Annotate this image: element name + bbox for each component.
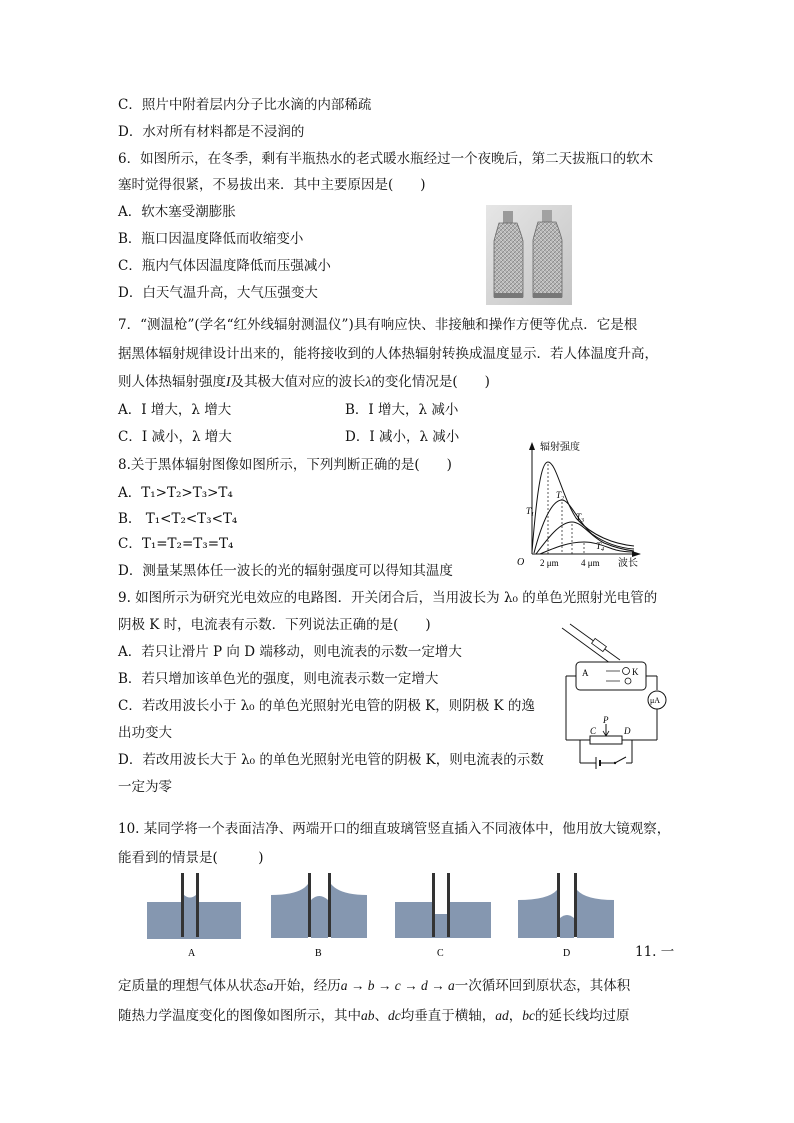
anode-label: A bbox=[582, 668, 589, 678]
label-t4: $T_4$ bbox=[596, 541, 605, 553]
tick-2um: 2 μm bbox=[540, 558, 559, 568]
q11-number: 11. 一 bbox=[635, 944, 675, 960]
q7-option-d: D．I 减小，λ 减小 bbox=[345, 429, 460, 445]
q7-line3-a: 则人体热辐射强度 bbox=[118, 374, 226, 390]
q6-option-c: C．瓶内气体因温度降低而压强减小 bbox=[118, 258, 331, 274]
q9-option-d-line1: D．若改用波长大于 λ₀ 的单色光照射光电管的阴极 K，则电流表的示数 bbox=[118, 752, 544, 768]
label-t2: $T_2$ bbox=[556, 490, 565, 502]
q11-state-a: a bbox=[266, 978, 274, 993]
figure-a-label: A bbox=[188, 948, 196, 959]
end-label-c: C bbox=[590, 726, 597, 736]
q9-option-d-line2: 一定为零 bbox=[118, 779, 172, 795]
figure-c bbox=[395, 873, 491, 959]
switch bbox=[615, 757, 626, 763]
q9-stem-line2: 阴极 K 时，电流表有示数．下列说法正确的是( ) bbox=[118, 617, 431, 633]
q11-line2-c: 一次循环回到原状态，其体积 bbox=[454, 978, 631, 994]
label-t1: $T_1$ bbox=[526, 506, 535, 518]
q6-option-d: D．白天气温升高，大气压强变大 bbox=[118, 285, 318, 301]
q9-option-b: B．若只增加该单色光的强度，则电流表示数一定增大 bbox=[118, 671, 439, 687]
q6-stem-line1: 6．如图所示，在冬季，剩有半瓶热水的老式暖水瓶经过一个夜晚后，第二天拔瓶口的软木 bbox=[118, 151, 654, 167]
q6-option-a: A．软木塞受潮膨胀 bbox=[118, 204, 236, 220]
q7-stem-line2: 据黑体辐射规律设计出来的，能将接收到的人体热辐射转换成温度显示．若人体温度升高， bbox=[118, 346, 658, 362]
q9-option-c-line2: 出功变大 bbox=[118, 725, 172, 741]
figure-c-label: C bbox=[437, 948, 444, 959]
figure-b-label: B bbox=[315, 948, 322, 959]
q11-seg-ab: ab bbox=[361, 1008, 375, 1023]
rheostat bbox=[590, 736, 622, 744]
blackbody-graph bbox=[510, 436, 650, 572]
q5-option-d: D．水对所有材料都是不浸润的 bbox=[118, 124, 305, 140]
q7-option-b: B．I 增大，λ 减小 bbox=[345, 402, 459, 418]
tick-4um: 4 μm bbox=[581, 558, 600, 568]
q9-option-a: A．若只让滑片 P 向 D 端移动，则电流表的示数一定增大 bbox=[118, 644, 462, 660]
q11-stem-line3 bbox=[118, 1007, 630, 1025]
q11-line3-b: 、 bbox=[374, 1008, 388, 1024]
q8-option-a: A．T₁>T₂>T₃>T₄ bbox=[118, 485, 233, 501]
q8-option-d: D．测量某黑体任一波长的光的辐射强度可以得知其温度 bbox=[118, 563, 453, 579]
q11-line3-c: 均垂直于横轴， bbox=[400, 1008, 496, 1024]
q7-stem-line3 bbox=[118, 373, 490, 391]
x-axis-label: 波长 bbox=[618, 558, 638, 569]
q10-stem-line2: 能看到的情景是( ) bbox=[118, 850, 264, 866]
q9-stem-line1: 9. 如图所示为研究光电效应的电路图．开关闭合后，当用波长为 λ₀ 的单色光照射光电管的 bbox=[118, 590, 658, 606]
q11-cycle: a → b → c → d → a bbox=[340, 978, 455, 993]
q6-stem-line2: 塞时觉得很紧，不易拔出来．其中主要原因是( ) bbox=[118, 177, 426, 193]
q9-option-c-line1: C．若改用波长小于 λ₀ 的单色光照射光电管的阴极 K，则阴极 K 的逸 bbox=[118, 698, 535, 714]
thermos-bottles-photo bbox=[486, 205, 572, 305]
q11-stem-line2 bbox=[118, 977, 630, 995]
figure-b bbox=[271, 873, 367, 959]
q11-line3-a: 随热力学温度变化的图像如图所示，其中 bbox=[118, 1008, 361, 1024]
q7-line3-b: 及其极大值对应的波长 bbox=[230, 374, 366, 390]
q11-line2-b: 开始，经历 bbox=[273, 978, 341, 994]
q11-seg-dc: dc bbox=[388, 1008, 401, 1023]
q6-option-b: B．瓶口因温度降低而收缩变小 bbox=[118, 231, 304, 247]
microammeter-label: μA bbox=[650, 696, 661, 705]
origin-label: O bbox=[517, 557, 525, 568]
q11-line3-e: 的延长线均过原 bbox=[535, 1008, 630, 1024]
q7-option-a: A．I 增大，λ 增大 bbox=[118, 402, 232, 418]
slider-label-p: P bbox=[603, 715, 609, 725]
q8-option-b: B. T₁<T₂<T₃<T₄ bbox=[118, 511, 238, 527]
q11-seg-ad: ad bbox=[495, 1008, 509, 1023]
q8-stem: 8.关于黑体辐射图像如图所示，下列判断正确的是( ) bbox=[118, 457, 452, 473]
q10-stem-line1: 10. 某同学将一个表面洁净、两端开口的细直玻璃管竖直插入不同液体中，他用放大镜观察， bbox=[118, 821, 671, 837]
figure-a bbox=[147, 873, 241, 959]
q11-line3-d: ， bbox=[508, 1008, 523, 1024]
y-axis-label: 辐射强度 bbox=[540, 442, 580, 453]
q7-symbol-i: I bbox=[226, 374, 231, 389]
q8-option-c: C．T₁=T₂=T₃=T₄ bbox=[118, 536, 234, 552]
curve-t1 bbox=[532, 462, 634, 552]
cathode-label: K bbox=[632, 667, 639, 677]
figure-d bbox=[518, 873, 614, 959]
q11-line2-a: 定质量的理想气体从状态 bbox=[118, 978, 267, 994]
photoelectric-circuit bbox=[556, 620, 680, 772]
q7-symbol-lambda: λ bbox=[365, 374, 372, 389]
q7-line3-c: 的变化情况是( ) bbox=[371, 374, 490, 390]
end-label-d: D bbox=[624, 726, 631, 736]
figure-d-label: D bbox=[563, 948, 571, 959]
q7-stem-line1: 7．“测温枪”(学名“红外线辐射测温仪”)具有响应快、非接触和操作方便等优点．它是根 bbox=[118, 317, 638, 333]
capillary-figures bbox=[140, 870, 630, 962]
q7-option-c: C．I 减小，λ 增大 bbox=[118, 429, 232, 445]
label-t3: $T_3$ bbox=[576, 512, 585, 524]
q11-seg-bc: bc bbox=[522, 1008, 535, 1023]
q5-option-c: C．照片中附着层内分子比水滴的内部稀疏 bbox=[118, 97, 372, 113]
